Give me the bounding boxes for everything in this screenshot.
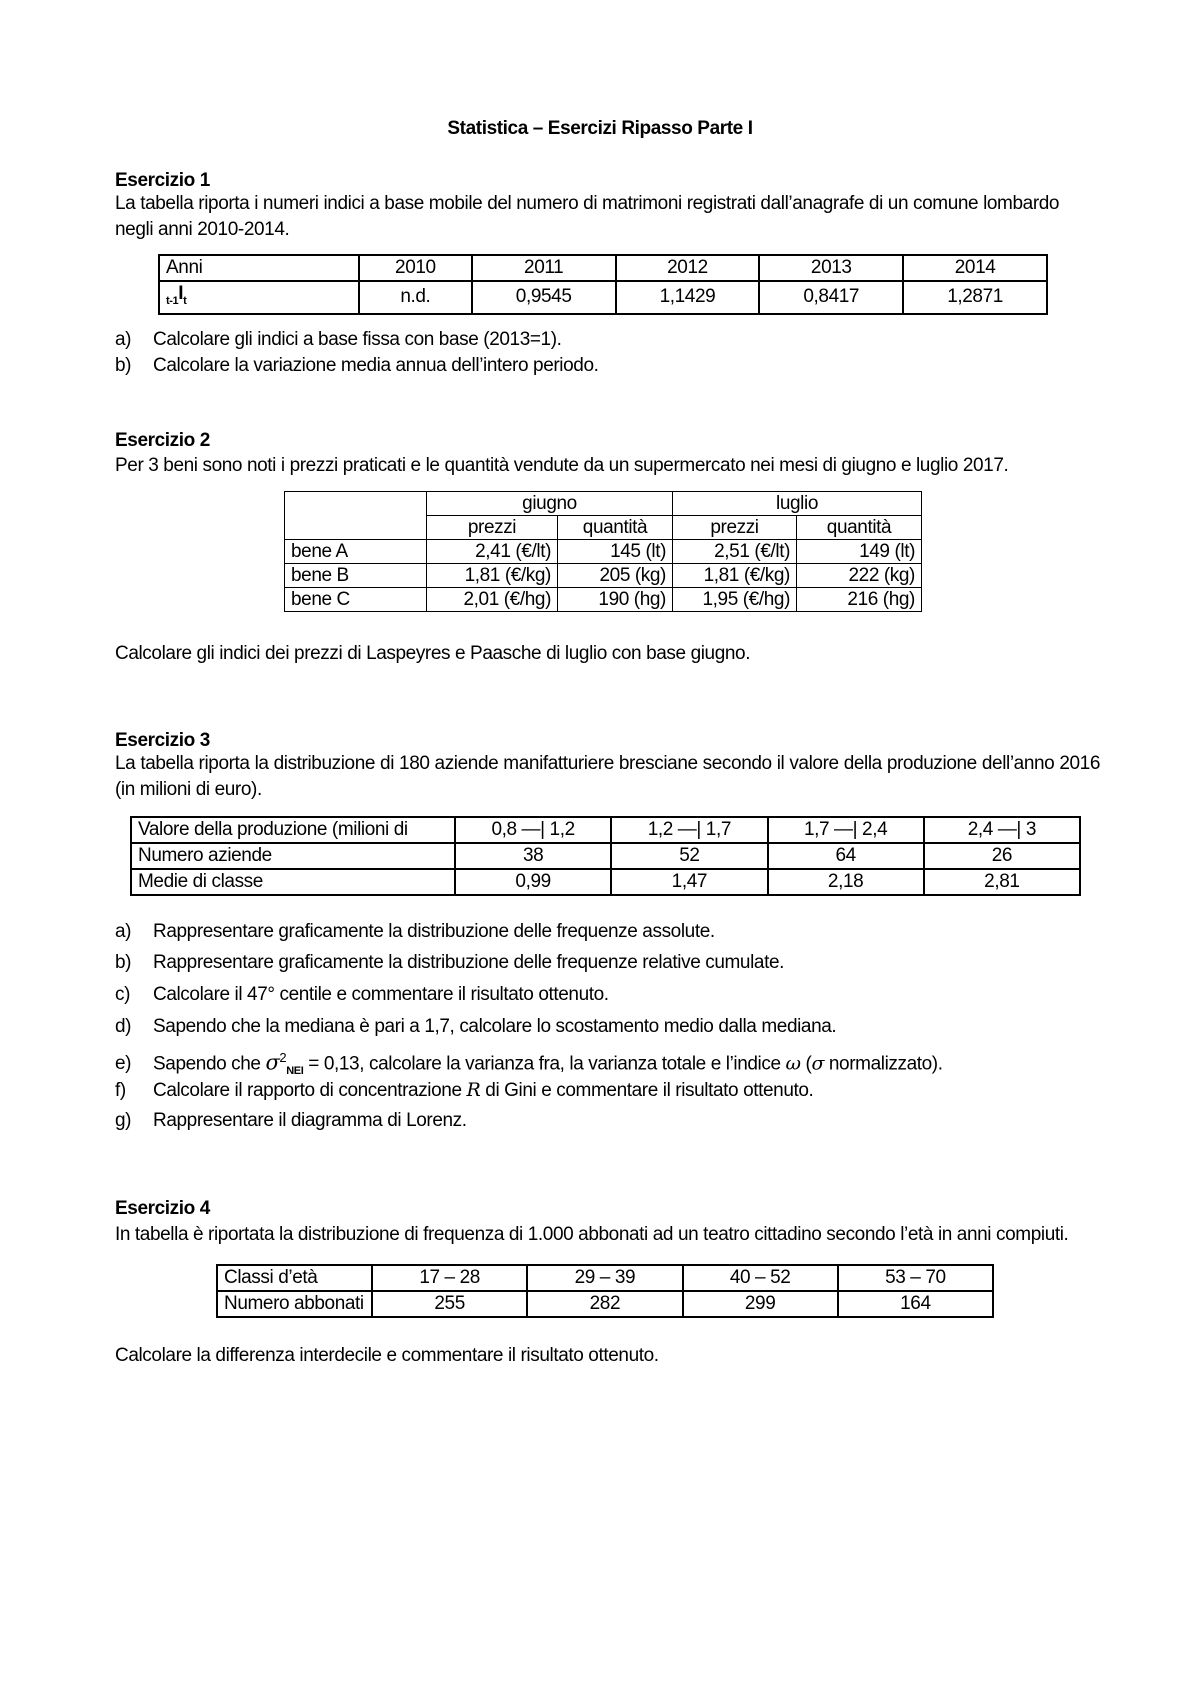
table-cell: Numero abbonati [217, 1291, 372, 1317]
exercise-1-heading: Esercizio 1 [115, 170, 210, 191]
exercise-1-item-a: a) Calcolare gli indici a base fissa con base (2013=1). [115, 329, 562, 350]
exercise-3-item-d: d) Sapendo che la mediana è pari a 1,7, calcolare lo scostamento medio dalla mediana. [115, 1016, 837, 1037]
table-cell: 1,81 (€/kg) [427, 564, 558, 588]
table-cell: bene C [285, 588, 427, 612]
omega-symbol: ω [785, 1052, 801, 1075]
index-label-cell [159, 281, 359, 314]
table-cell: Classi d’età [217, 1265, 372, 1291]
exercise-4-heading: Esercizio 4 [115, 1198, 210, 1219]
table-cell: 1,95 (€/hg) [673, 588, 797, 612]
exercise-3-item-g: g) Rappresentare il diagramma di Lorenz. [115, 1110, 467, 1131]
exercise-2-table [284, 491, 922, 612]
exercise-3-item-a: a) Rappresentare graficamente la distribuzione delle frequenze assolute. [115, 921, 715, 942]
table-row [285, 492, 922, 516]
sigma-symbol: σ [265, 1050, 280, 1075]
table-cell: 2,18 [768, 869, 924, 895]
table-cell: 17 – 28 [372, 1265, 527, 1291]
page-title: Statistica – Esercizi Ripasso Parte I [447, 118, 753, 139]
table-cell: 2,41 (€/lt) [427, 540, 558, 564]
table-cell: Medie di classe [131, 869, 455, 895]
table-row [217, 1291, 993, 1317]
table-cell: 29 – 39 [527, 1265, 682, 1291]
index-main: I [178, 283, 184, 304]
index-sub-right: t [183, 294, 187, 307]
table-cell: 282 [527, 1291, 682, 1317]
exercise-1-table [158, 254, 1048, 315]
table-cell: prezzi [673, 516, 797, 540]
table-cell: 1,81 (€/kg) [673, 564, 797, 588]
table-cell: 2012 [616, 255, 760, 281]
exercise-2-intro: Per 3 beni sono noti i prezzi praticati e le quantità vendute da un supermercato nei mesi di giugno e luglio 2017. [115, 455, 1009, 476]
table-cell: 0,99 [455, 869, 611, 895]
table-cell: 26 [924, 843, 1080, 869]
table-cell: 1,2 —| 1,7 [611, 817, 767, 843]
exercise-2-heading: Esercizio 2 [115, 430, 210, 451]
table-row [131, 843, 1080, 869]
table-cell: 299 [683, 1291, 838, 1317]
table-cell: luglio [673, 492, 922, 516]
table-cell: 1,2871 [903, 281, 1047, 314]
table-cell: Anni [159, 255, 359, 281]
exercise-4-task: Calcolare la differenza interdecile e commentare il risultato ottenuto. [115, 1345, 659, 1366]
table-cell: 205 (kg) [558, 564, 673, 588]
table-cell: prezzi [427, 516, 558, 540]
table-cell: 52 [611, 843, 767, 869]
table-cell: 222 (kg) [797, 564, 922, 588]
table-cell: 2011 [472, 255, 616, 281]
table-row [131, 869, 1080, 895]
table-cell: 1,1429 [616, 281, 760, 314]
table-cell: n.d. [359, 281, 472, 314]
table-row [217, 1265, 993, 1291]
sigma-symbol: σ [811, 1052, 825, 1075]
exercise-2-task: Calcolare gli indici dei prezzi di Laspeyres e Paasche di luglio con base giugno. [115, 643, 751, 664]
index-sub-left: t-1 [166, 294, 179, 307]
table-cell: 145 (lt) [558, 540, 673, 564]
table-cell: 190 (hg) [558, 588, 673, 612]
exercise-3-heading: Esercizio 3 [115, 730, 210, 751]
table-row [285, 588, 922, 612]
table-cell: Numero aziende [131, 843, 455, 869]
table-cell: 2,4 —| 3 [924, 817, 1080, 843]
table-cell: 2,81 [924, 869, 1080, 895]
table-cell: 0,9545 [472, 281, 616, 314]
exercise-1-intro: La tabella riporta i numeri indici a base mobile del numero di matrimoni registrati dall’anagrafe di un comune lombardo negli anni 2010-2014. [115, 193, 1060, 240]
table-row [285, 564, 922, 588]
exercise-3-item-b: b) Rappresentare graficamente la distribuzione delle frequenze relative cumulate. [115, 952, 785, 973]
table-cell: bene B [285, 564, 427, 588]
table-cell: 0,8 —| 1,2 [455, 817, 611, 843]
table-cell: 1,7 —| 2,4 [768, 817, 924, 843]
exercise-4-table [216, 1264, 994, 1318]
table-cell: 2013 [759, 255, 903, 281]
table-cell: bene A [285, 540, 427, 564]
exercise-3-item-f: f) Calcolare il rapporto di concentrazione R di Gini e commentare il risultato ottenuto. [115, 1079, 814, 1101]
table-cell: quantità [797, 516, 922, 540]
table-cell: 1,47 [611, 869, 767, 895]
table-cell: 149 (lt) [797, 540, 922, 564]
table-cell: 53 – 70 [838, 1265, 993, 1291]
table-cell: 216 (hg) [797, 588, 922, 612]
table-row [159, 255, 1047, 281]
table-cell: 38 [455, 843, 611, 869]
table-cell: 2010 [359, 255, 472, 281]
table-cell: 0,8417 [759, 281, 903, 314]
table-row [131, 817, 1080, 843]
table-cell: 2,01 (€/hg) [427, 588, 558, 612]
table-cell: quantità [558, 516, 673, 540]
exercise-3-item-e: e) Sapendo che $\sigma^2_{NEI} = 0,13$, calcolare la varianza fra, la varianza totale e l’indice ω (σ normalizzato). [115, 1050, 943, 1078]
table-cell: 64 [768, 843, 924, 869]
exercise-4-intro: In tabella è riportata la distribuzione di frequenza di 1.000 abbonati ad un teatro cittadino secondo l’età in anni compiuti. [115, 1224, 1069, 1245]
exercise-3-item-c: c) Calcolare il 47° centile e commentare il risultato ottenuto. [115, 984, 609, 1005]
exercise-3-intro: La tabella riporta la distribuzione di 180 aziende manifatturiere bresciane secondo il valore della produzione dell’anno 2016 (in milioni di euro). [115, 753, 1100, 800]
exercise-1-item-b: b) Calcolare la variazione media annua dell’intero periodo. [115, 355, 599, 376]
table-row [285, 540, 922, 564]
exercise-3-table [130, 816, 1081, 896]
table-cell: 255 [372, 1291, 527, 1317]
table-cell [285, 492, 427, 540]
table-cell: 40 – 52 [683, 1265, 838, 1291]
table-cell: 2,51 (€/lt) [673, 540, 797, 564]
table-cell: giugno [427, 492, 673, 516]
table-cell: 164 [838, 1291, 993, 1317]
table-row [159, 281, 1047, 314]
table-cell: 2014 [903, 255, 1047, 281]
table-cell: Valore della produzione (milioni di [131, 817, 455, 843]
